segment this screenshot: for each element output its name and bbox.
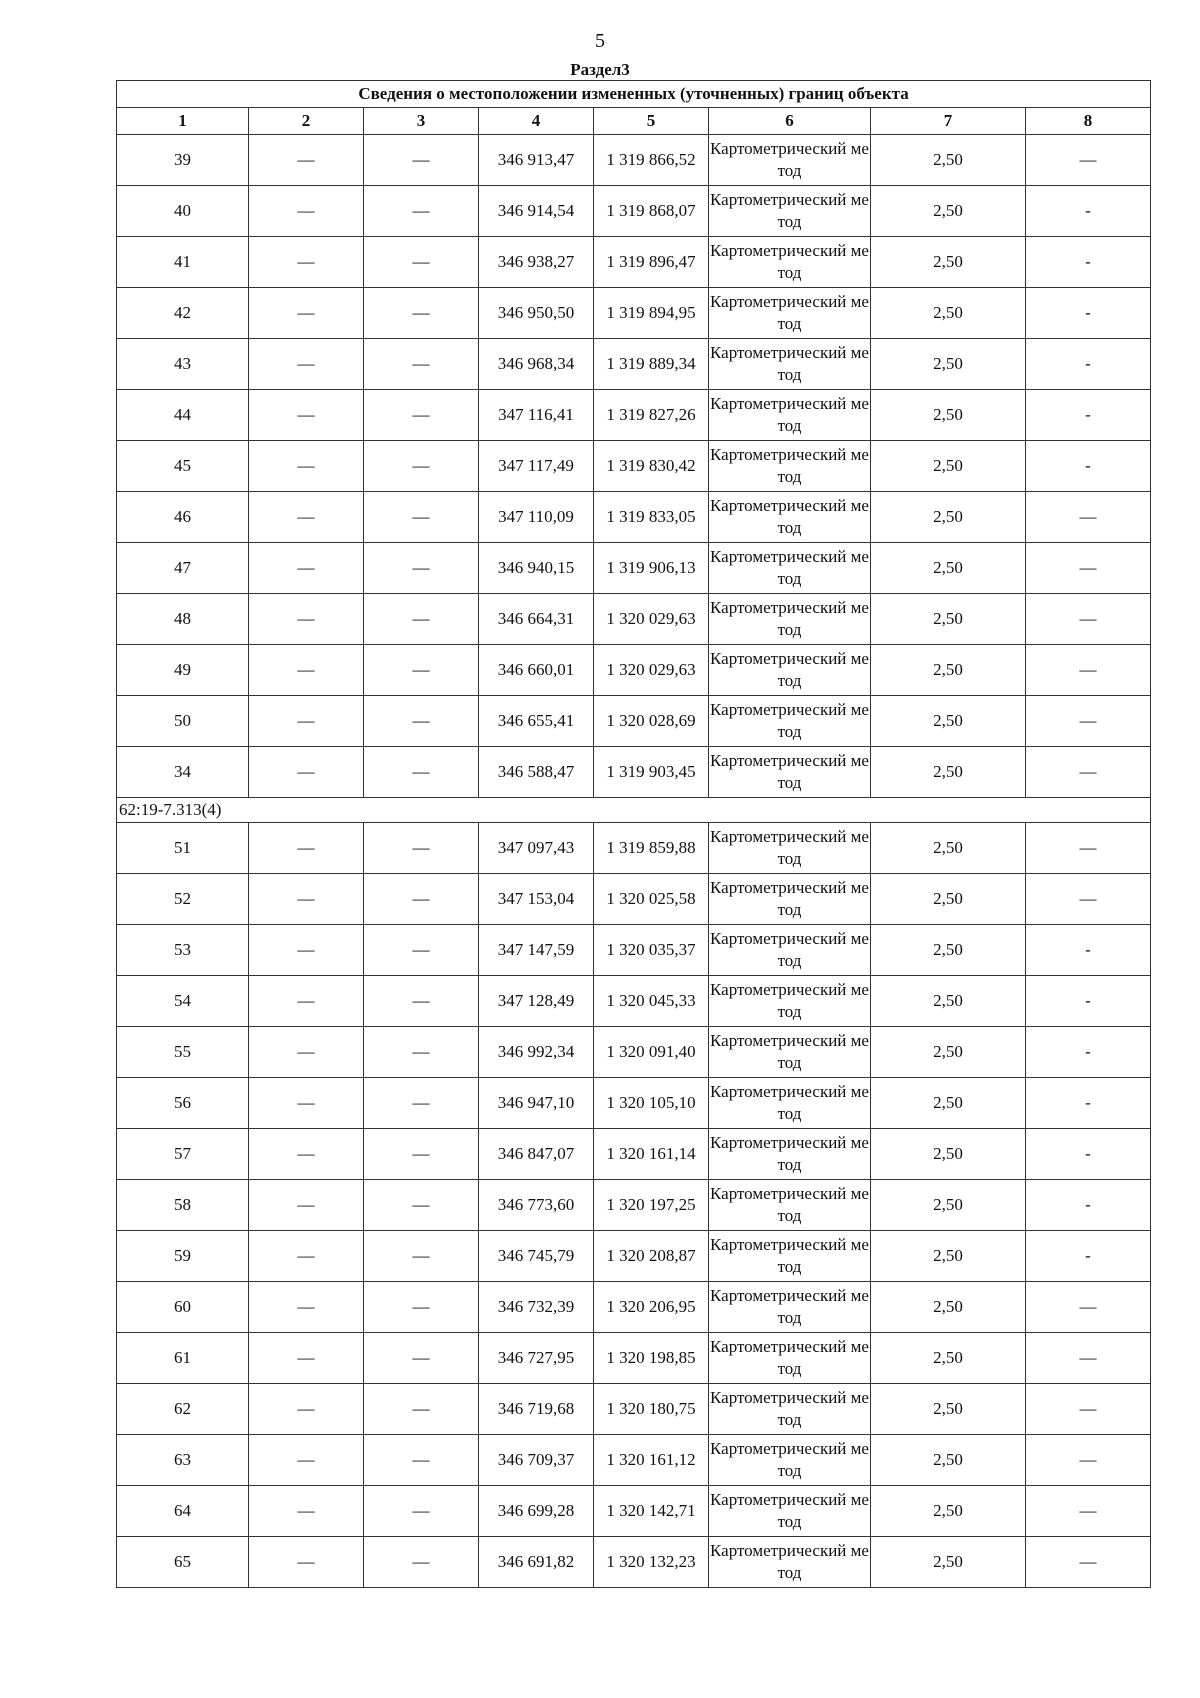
x-coordinate-cell: 346 719,68	[479, 1384, 594, 1435]
accuracy-cell: 2,50	[871, 1486, 1026, 1537]
y-coordinate-cell: 1 319 896,47	[594, 237, 709, 288]
col2-cell: —	[249, 874, 364, 925]
col2-cell: —	[249, 186, 364, 237]
col8-cell: -	[1026, 390, 1151, 441]
col8-cell: -	[1026, 441, 1151, 492]
method-cell: Картометрический метод	[709, 874, 871, 925]
col8-cell: —	[1026, 874, 1151, 925]
y-coordinate-cell: 1 320 025,58	[594, 874, 709, 925]
col8-cell: -	[1026, 976, 1151, 1027]
column-header-row	[117, 108, 1151, 135]
accuracy-cell: 2,50	[871, 747, 1026, 798]
col3-cell: —	[364, 1435, 479, 1486]
x-coordinate-cell: 346 745,79	[479, 1231, 594, 1282]
y-coordinate-cell: 1 319 827,26	[594, 390, 709, 441]
col3-cell: —	[364, 441, 479, 492]
accuracy-cell: 2,50	[871, 390, 1026, 441]
accuracy-cell: 2,50	[871, 1282, 1026, 1333]
col3-cell: —	[364, 186, 479, 237]
method-cell: Картометрический метод	[709, 594, 871, 645]
table-row	[117, 237, 1151, 288]
col3-cell: —	[364, 492, 479, 543]
column-header: 8	[1026, 108, 1151, 135]
table-row	[117, 645, 1151, 696]
accuracy-cell: 2,50	[871, 823, 1026, 874]
col3-cell: —	[364, 925, 479, 976]
col3-cell: —	[364, 237, 479, 288]
col3-cell: —	[364, 135, 479, 186]
group-label: 62:19-7.313(4)	[117, 798, 1151, 823]
method-cell: Картометрический метод	[709, 1282, 871, 1333]
table-row	[117, 823, 1151, 874]
accuracy-cell: 2,50	[871, 1027, 1026, 1078]
table-row	[117, 1129, 1151, 1180]
accuracy-cell: 2,50	[871, 696, 1026, 747]
point-number-cell: 41	[117, 237, 249, 288]
col2-cell: —	[249, 976, 364, 1027]
accuracy-cell: 2,50	[871, 1180, 1026, 1231]
table-row	[117, 925, 1151, 976]
col2-cell: —	[249, 1333, 364, 1384]
accuracy-cell: 2,50	[871, 543, 1026, 594]
accuracy-cell: 2,50	[871, 135, 1026, 186]
accuracy-cell: 2,50	[871, 1129, 1026, 1180]
x-coordinate-cell: 346 664,31	[479, 594, 594, 645]
y-coordinate-cell: 1 320 161,12	[594, 1435, 709, 1486]
method-cell: Картометрический метод	[709, 1231, 871, 1282]
col2-cell: —	[249, 543, 364, 594]
table-row	[117, 1486, 1151, 1537]
accuracy-cell: 2,50	[871, 1333, 1026, 1384]
x-coordinate-cell: 346 727,95	[479, 1333, 594, 1384]
y-coordinate-cell: 1 320 161,14	[594, 1129, 709, 1180]
column-header: 7	[871, 108, 1026, 135]
col3-cell: —	[364, 747, 479, 798]
point-number-cell: 57	[117, 1129, 249, 1180]
point-number-cell: 58	[117, 1180, 249, 1231]
y-coordinate-cell: 1 319 830,42	[594, 441, 709, 492]
method-cell: Картометрический метод	[709, 1129, 871, 1180]
method-cell: Картометрический метод	[709, 237, 871, 288]
page-number: 5	[595, 30, 605, 52]
col3-cell: —	[364, 1129, 479, 1180]
col8-cell: —	[1026, 492, 1151, 543]
x-coordinate-cell: 346 773,60	[479, 1180, 594, 1231]
col2-cell: —	[249, 1384, 364, 1435]
method-cell: Картометрический метод	[709, 135, 871, 186]
table-row	[117, 1180, 1151, 1231]
y-coordinate-cell: 1 320 091,40	[594, 1027, 709, 1078]
col8-cell: —	[1026, 747, 1151, 798]
x-coordinate-cell: 346 732,39	[479, 1282, 594, 1333]
col3-cell: —	[364, 1333, 479, 1384]
point-number-cell: 44	[117, 390, 249, 441]
point-number-cell: 61	[117, 1333, 249, 1384]
col2-cell: —	[249, 1231, 364, 1282]
table-row	[117, 976, 1151, 1027]
y-coordinate-cell: 1 320 197,25	[594, 1180, 709, 1231]
y-coordinate-cell: 1 319 894,95	[594, 288, 709, 339]
x-coordinate-cell: 347 147,59	[479, 925, 594, 976]
col3-cell: —	[364, 976, 479, 1027]
column-header: 6	[709, 108, 871, 135]
col3-cell: —	[364, 1180, 479, 1231]
col8-cell: —	[1026, 543, 1151, 594]
table-row	[117, 543, 1151, 594]
method-cell: Картометрический метод	[709, 1027, 871, 1078]
col8-cell: —	[1026, 1333, 1151, 1384]
point-number-cell: 53	[117, 925, 249, 976]
point-number-cell: 60	[117, 1282, 249, 1333]
col2-cell: —	[249, 645, 364, 696]
col8-cell: -	[1026, 339, 1151, 390]
x-coordinate-cell: 346 992,34	[479, 1027, 594, 1078]
y-coordinate-cell: 1 320 208,87	[594, 1231, 709, 1282]
col3-cell: —	[364, 288, 479, 339]
point-number-cell: 59	[117, 1231, 249, 1282]
accuracy-cell: 2,50	[871, 1537, 1026, 1588]
method-cell: Картометрический метод	[709, 543, 871, 594]
col2-cell: —	[249, 1282, 364, 1333]
col3-cell: —	[364, 696, 479, 747]
col8-cell: —	[1026, 1537, 1151, 1588]
col8-cell: —	[1026, 696, 1151, 747]
point-number-cell: 63	[117, 1435, 249, 1486]
col3-cell: —	[364, 1231, 479, 1282]
col8-cell: -	[1026, 1078, 1151, 1129]
column-header: 3	[364, 108, 479, 135]
col3-cell: —	[364, 594, 479, 645]
y-coordinate-cell: 1 319 889,34	[594, 339, 709, 390]
table-row	[117, 1333, 1151, 1384]
method-cell: Картометрический метод	[709, 186, 871, 237]
y-coordinate-cell: 1 320 180,75	[594, 1384, 709, 1435]
method-cell: Картометрический метод	[709, 1333, 871, 1384]
point-number-cell: 34	[117, 747, 249, 798]
y-coordinate-cell: 1 319 866,52	[594, 135, 709, 186]
point-number-cell: 62	[117, 1384, 249, 1435]
y-coordinate-cell: 1 319 833,05	[594, 492, 709, 543]
column-header: 1	[117, 108, 249, 135]
col8-cell: —	[1026, 1435, 1151, 1486]
point-number-cell: 52	[117, 874, 249, 925]
point-number-cell: 65	[117, 1537, 249, 1588]
accuracy-cell: 2,50	[871, 288, 1026, 339]
method-cell: Картометрический метод	[709, 1537, 871, 1588]
y-coordinate-cell: 1 319 859,88	[594, 823, 709, 874]
col2-cell: —	[249, 288, 364, 339]
y-coordinate-cell: 1 320 105,10	[594, 1078, 709, 1129]
x-coordinate-cell: 346 709,37	[479, 1435, 594, 1486]
accuracy-cell: 2,50	[871, 441, 1026, 492]
x-coordinate-cell: 347 117,49	[479, 441, 594, 492]
x-coordinate-cell: 346 947,10	[479, 1078, 594, 1129]
col2-cell: —	[249, 823, 364, 874]
col2-cell: —	[249, 1486, 364, 1537]
method-cell: Картометрический метод	[709, 339, 871, 390]
col2-cell: —	[249, 925, 364, 976]
col8-cell: —	[1026, 1282, 1151, 1333]
table-row	[117, 390, 1151, 441]
col8-cell: -	[1026, 925, 1151, 976]
col2-cell: —	[249, 1129, 364, 1180]
y-coordinate-cell: 1 320 029,63	[594, 594, 709, 645]
col3-cell: —	[364, 390, 479, 441]
col3-cell: —	[364, 1282, 479, 1333]
accuracy-cell: 2,50	[871, 1384, 1026, 1435]
col3-cell: —	[364, 1384, 479, 1435]
y-coordinate-cell: 1 320 198,85	[594, 1333, 709, 1384]
table-row	[117, 1537, 1151, 1588]
col2-cell: —	[249, 390, 364, 441]
accuracy-cell: 2,50	[871, 976, 1026, 1027]
col8-cell: —	[1026, 135, 1151, 186]
col2-cell: —	[249, 1435, 364, 1486]
coordinates-table	[116, 80, 1151, 1588]
y-coordinate-cell: 1 320 028,69	[594, 696, 709, 747]
x-coordinate-cell: 347 116,41	[479, 390, 594, 441]
x-coordinate-cell: 346 950,50	[479, 288, 594, 339]
accuracy-cell: 2,50	[871, 186, 1026, 237]
point-number-cell: 51	[117, 823, 249, 874]
point-number-cell: 50	[117, 696, 249, 747]
table-row	[117, 696, 1151, 747]
x-coordinate-cell: 346 940,15	[479, 543, 594, 594]
table-row	[117, 874, 1151, 925]
method-cell: Картометрический метод	[709, 492, 871, 543]
section-title: Раздел3	[570, 60, 630, 79]
col2-cell: —	[249, 135, 364, 186]
method-cell: Картометрический метод	[709, 1180, 871, 1231]
method-cell: Картометрический метод	[709, 976, 871, 1027]
x-coordinate-cell: 346 655,41	[479, 696, 594, 747]
point-number-cell: 45	[117, 441, 249, 492]
x-coordinate-cell: 346 914,54	[479, 186, 594, 237]
table-row	[117, 288, 1151, 339]
col8-cell: —	[1026, 1486, 1151, 1537]
method-cell: Картометрический метод	[709, 925, 871, 976]
y-coordinate-cell: 1 320 029,63	[594, 645, 709, 696]
y-coordinate-cell: 1 319 903,45	[594, 747, 709, 798]
method-cell: Картометрический метод	[709, 747, 871, 798]
y-coordinate-cell: 1 320 045,33	[594, 976, 709, 1027]
col8-cell: -	[1026, 1129, 1151, 1180]
column-header: 4	[479, 108, 594, 135]
method-cell: Картометрический метод	[709, 696, 871, 747]
col3-cell: —	[364, 543, 479, 594]
y-coordinate-cell: 1 320 132,23	[594, 1537, 709, 1588]
x-coordinate-cell: 346 660,01	[479, 645, 594, 696]
col8-cell: —	[1026, 1384, 1151, 1435]
col3-cell: —	[364, 1486, 479, 1537]
method-cell: Картометрический метод	[709, 390, 871, 441]
table-row	[117, 1078, 1151, 1129]
point-number-cell: 55	[117, 1027, 249, 1078]
col8-cell: —	[1026, 594, 1151, 645]
column-header: 2	[249, 108, 364, 135]
col2-cell: —	[249, 339, 364, 390]
col2-cell: —	[249, 747, 364, 798]
table-row	[117, 1384, 1151, 1435]
method-cell: Картометрический метод	[709, 1384, 871, 1435]
col8-cell: —	[1026, 645, 1151, 696]
table-caption-row	[117, 81, 1151, 108]
x-coordinate-cell: 346 847,07	[479, 1129, 594, 1180]
x-coordinate-cell: 346 938,27	[479, 237, 594, 288]
table-row	[117, 186, 1151, 237]
point-number-cell: 46	[117, 492, 249, 543]
accuracy-cell: 2,50	[871, 237, 1026, 288]
table-row	[117, 594, 1151, 645]
x-coordinate-cell: 347 128,49	[479, 976, 594, 1027]
table-body	[117, 135, 1151, 1588]
table-row	[117, 1027, 1151, 1078]
y-coordinate-cell: 1 320 206,95	[594, 1282, 709, 1333]
x-coordinate-cell: 346 588,47	[479, 747, 594, 798]
point-number-cell: 39	[117, 135, 249, 186]
x-coordinate-cell: 346 691,82	[479, 1537, 594, 1588]
x-coordinate-cell: 347 153,04	[479, 874, 594, 925]
method-cell: Картометрический метод	[709, 441, 871, 492]
accuracy-cell: 2,50	[871, 1231, 1026, 1282]
x-coordinate-cell: 346 913,47	[479, 135, 594, 186]
y-coordinate-cell: 1 319 868,07	[594, 186, 709, 237]
table-row	[117, 1435, 1151, 1486]
y-coordinate-cell: 1 320 035,37	[594, 925, 709, 976]
accuracy-cell: 2,50	[871, 1435, 1026, 1486]
point-number-cell: 48	[117, 594, 249, 645]
accuracy-cell: 2,50	[871, 1078, 1026, 1129]
point-number-cell: 40	[117, 186, 249, 237]
col8-cell: -	[1026, 1027, 1151, 1078]
col2-cell: —	[249, 1537, 364, 1588]
accuracy-cell: 2,50	[871, 339, 1026, 390]
col2-cell: —	[249, 594, 364, 645]
col3-cell: —	[364, 1537, 479, 1588]
y-coordinate-cell: 1 320 142,71	[594, 1486, 709, 1537]
col2-cell: —	[249, 696, 364, 747]
col8-cell: —	[1026, 823, 1151, 874]
column-header: 5	[594, 108, 709, 135]
table-row	[117, 441, 1151, 492]
col3-cell: —	[364, 874, 479, 925]
col3-cell: —	[364, 1027, 479, 1078]
col2-cell: —	[249, 492, 364, 543]
method-cell: Картометрический метод	[709, 288, 871, 339]
col3-cell: —	[364, 823, 479, 874]
point-number-cell: 42	[117, 288, 249, 339]
table-row	[117, 339, 1151, 390]
accuracy-cell: 2,50	[871, 925, 1026, 976]
accuracy-cell: 2,50	[871, 874, 1026, 925]
x-coordinate-cell: 346 968,34	[479, 339, 594, 390]
accuracy-cell: 2,50	[871, 594, 1026, 645]
x-coordinate-cell: 346 699,28	[479, 1486, 594, 1537]
col2-cell: —	[249, 441, 364, 492]
method-cell: Картометрический метод	[709, 1486, 871, 1537]
x-coordinate-cell: 347 097,43	[479, 823, 594, 874]
method-cell: Картометрический метод	[709, 823, 871, 874]
col8-cell: -	[1026, 288, 1151, 339]
point-number-cell: 43	[117, 339, 249, 390]
col3-cell: —	[364, 1078, 479, 1129]
table-caption: Сведения о местоположении измененных (уточненных) границ объекта	[117, 81, 1151, 108]
col8-cell: -	[1026, 237, 1151, 288]
method-cell: Картометрический метод	[709, 645, 871, 696]
method-cell: Картометрический метод	[709, 1435, 871, 1486]
table-row	[117, 492, 1151, 543]
point-number-cell: 54	[117, 976, 249, 1027]
table-row	[117, 1231, 1151, 1282]
point-number-cell: 49	[117, 645, 249, 696]
col3-cell: —	[364, 645, 479, 696]
point-number-cell: 47	[117, 543, 249, 594]
point-number-cell: 56	[117, 1078, 249, 1129]
y-coordinate-cell: 1 319 906,13	[594, 543, 709, 594]
col8-cell: -	[1026, 1231, 1151, 1282]
col2-cell: —	[249, 1027, 364, 1078]
method-cell: Картометрический метод	[709, 1078, 871, 1129]
group-label-row	[117, 798, 1151, 823]
x-coordinate-cell: 347 110,09	[479, 492, 594, 543]
accuracy-cell: 2,50	[871, 645, 1026, 696]
point-number-cell: 64	[117, 1486, 249, 1537]
table-row	[117, 135, 1151, 186]
col8-cell: -	[1026, 1180, 1151, 1231]
col3-cell: —	[364, 339, 479, 390]
table-row	[117, 747, 1151, 798]
col2-cell: —	[249, 237, 364, 288]
table-row	[117, 1282, 1151, 1333]
accuracy-cell: 2,50	[871, 492, 1026, 543]
col8-cell: -	[1026, 186, 1151, 237]
col2-cell: —	[249, 1078, 364, 1129]
col2-cell: —	[249, 1180, 364, 1231]
